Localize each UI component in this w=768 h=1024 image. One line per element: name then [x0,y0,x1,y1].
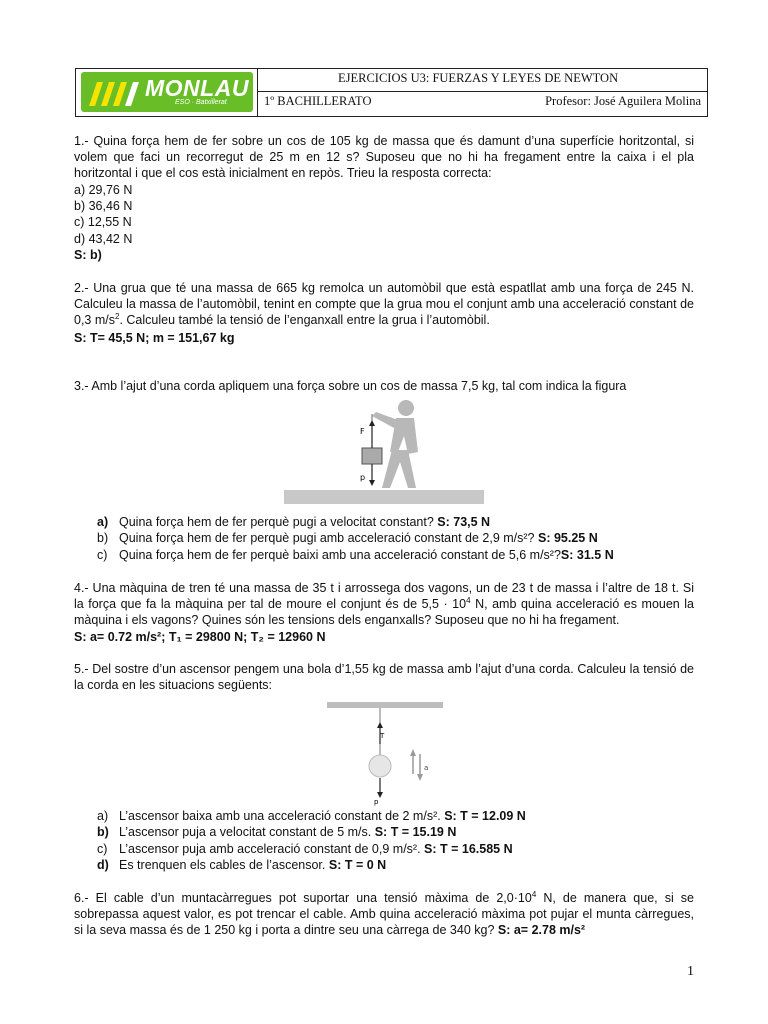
acceleration-label: a [424,764,429,772]
question-3-text: 3.- Amb l’ajut d’una corda apliquem una força sobre un cos de massa 7,5 kg, tal com indica la figura [74,379,627,393]
tension-label: T [380,732,385,740]
q1-option-d: d) 43,42 N [74,232,133,246]
question-4-text: 4.- Una màquina de tren té una massa de 35 t i arrossega dos vagons, un de 23 t de massa i l’altre de 18 t. Si la força que fa la màquina per tal de moure el conjunt és de $5,5 \cdot 10^4$ N, amb quina acceleració es mouen la màquina i els vagons? Quines són les tensions dels enganxalls? Suposeu que no hi ha fregament. [74,581,695,628]
monlau-logo [81,72,253,112]
logo-subtext: ESO · Batxillerat [175,99,227,106]
ceiling [327,702,443,708]
person-silhouette [372,400,418,488]
doc-title: EJERCICIOS U3: FUERZAS Y LEYES DE NEWTON [338,71,619,85]
course-label: 1º BACHILLERATO [264,94,372,108]
logo-mark-icon [87,78,145,108]
q2-solution: S: T= 45,5 N; m = 151,67 kg [74,331,235,345]
q5-item-a: a) L’ascensor baixa amb una acceleració constant de 2 m/s². S: T = 12.09 N [97,809,526,823]
question-5-text: 5.- Del sostre d’un ascensor pengem una bola d’1,55 kg de massa amb l’ajut d’una corda. Calculeu la tensió de la corda en les situacions següents: [74,662,694,693]
weight-label: p [374,798,379,806]
q3-item-c: c) Quina força hem de fer perquè baixi amb una acceleració constant de 5,6 m/s²?S: 31.5 N [97,548,614,562]
teacher-label: Profesor: José Aguilera Molina [545,94,701,108]
q1-option-a: a) 29,76 N [74,183,133,197]
block [362,448,382,464]
logo-text: MONLAU [145,75,249,101]
q6-solution: S: a= 2.78 m/s² [497,923,586,938]
q5-item-b: b) L’ascensor puja a velocitat constant de 5 m/s. S: T = 15.19 N [97,825,457,839]
header-table [75,68,708,117]
question-1-text: 1.- Quina força hem de fer sobre un cos de 105 kg de massa que és damunt d’una superfície horitzontal, si volem que faci un recorregut de 25 m en 12 s? Suposeu que no hi ha fregament entre la caixa i el pla horitzontal i que el cos està inicialment en repòs. Trieu la resposta correcta: [74,134,694,181]
question-6-text: 6.- El cable d’un muntacàrregues pot suportar una tensió màxima de $2,0\cdot 10^4$ N, de manera que, si se sobrepassa aquest valor, es pot trencar el cable. Amb quina acceleració màxima pot pujar el munta càrregues, si la seva massa és de 1 250 kg i porta a dintre seu una càrrega de 340 kg? S: a= 2.78 m/s² [74,889,694,938]
force-p-label: p [360,473,366,482]
ball [369,755,391,777]
q5-item-d: d) Es trenquen els cables de l’ascensor. S: T = 0 N [97,858,387,872]
question-2-text: 2.- Una grua que té una massa de 665 kg remolca un automòbil que està espatllat amb una força de 245 N. Calculeu la massa de l’automòbil, tenint en compte que la grua mou el conjunt amb una acceleració constant de 0,3 $m/s^2$. Calculeu també la tensió de l’enganxall entre la grua i l’automòbil. [74,281,694,328]
floor [284,490,484,504]
elevator-figure [325,702,445,806]
q1-option-c: c) 12,55 N [74,215,132,229]
rope-figure [280,396,490,506]
logo-cell [76,69,258,116]
q1-solution: S: b) [74,248,102,262]
q3-item-a: a) Quina força hem de fer perquè pugi a velocitat constant? S: 73,5 N [97,515,491,529]
page-number: 1 [687,964,694,979]
force-f-label: F [360,427,365,436]
q5-item-c: c) L’ascensor puja amb acceleració constant de 0,9 m/s². S: T = 16.585 N [97,842,513,856]
q4-solution: S: a= 0.72 m/s²; T₁ = 29800 N; T₂ = 12960 N [74,630,326,644]
q3-item-b: b) Quina força hem de fer perquè pugi amb acceleració constant de 2,9 m/s²? S: 95.25 N [97,531,598,545]
q1-option-b: b) 36,46 N [74,199,133,213]
